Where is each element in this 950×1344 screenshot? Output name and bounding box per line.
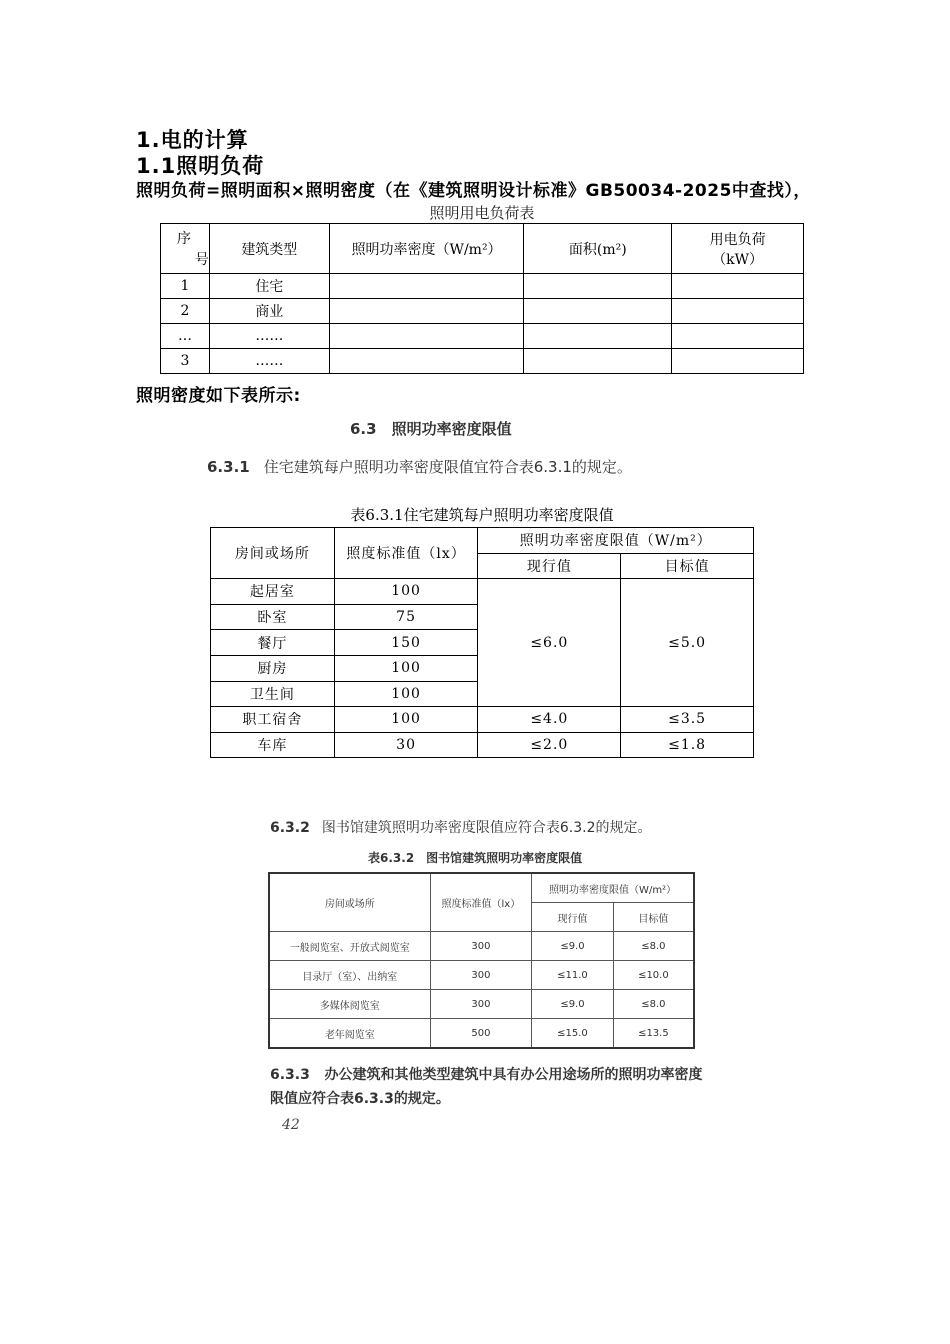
clause-6-3-3 [270,1063,710,1111]
table-row [211,707,754,733]
heading-electric-calc: 1.电的计算 [136,128,249,152]
table-row [161,274,804,299]
table-row [211,732,754,758]
clause-6-3-1-number: 6.3.1 [207,458,250,476]
header-illuminance: 照度标准值（lx） [334,528,478,579]
page-number: 42 [282,1117,300,1133]
cell-illuminance: 300 [430,932,532,961]
cell-current: ≤9.0 [532,990,614,1019]
table-header-row [161,224,804,274]
lighting-load-formula: 照明负荷=照明面积×照明密度（在《建筑照明设计标准》GB50034-2025中查找）， [136,181,811,201]
cell-room: 职工宿舍 [211,707,335,733]
clause-6-3-2-number: 6.3.2 [270,820,310,836]
cell-room: 目录厅（室）、出纳室 [269,961,430,990]
clause-6-3-2-text: 图书馆建筑照明功率密度限值应符合表6.3.2的规定。 [321,820,652,836]
cell-room: 老年阅览室 [269,1019,430,1049]
cell-illuminance: 100 [334,681,478,707]
clause-6-3-2 [270,817,652,837]
header-current-value: 现行值 [478,553,621,579]
cell-room: 一般阅览室、开放式阅览室 [269,932,430,961]
load-table-caption: 照明用电负荷表 [429,204,535,222]
lighting-load-table [160,223,804,374]
header-room: 房间或场所 [211,528,335,579]
cell-density [329,274,524,299]
cell-density [329,324,524,349]
table-row [269,990,694,1019]
header-no-part2: 号 [194,252,209,268]
cell-illuminance: 500 [430,1019,532,1049]
header-lpd-limit: 照明功率密度限值（W/m²） [478,528,754,554]
cell-illuminance: 100 [334,707,478,733]
cell-illuminance: 300 [430,990,532,1019]
cell-illuminance: 75 [334,604,478,630]
cell-illuminance: 100 [334,579,478,605]
clause-6-3-1 [207,456,632,477]
cell-no: 2 [161,299,210,324]
cell-room: 餐厅 [211,630,335,656]
cell-target: ≤13.5 [613,1019,694,1049]
header-power-density: 照明功率密度（W/m²） [329,224,524,274]
cell-room: 卧室 [211,604,335,630]
cell-current: ≤11.0 [532,961,614,990]
cell-load [672,274,804,299]
cell-type: …… [209,324,329,349]
cell-area [524,274,672,299]
cell-current: ≤4.0 [478,707,621,733]
cell-illuminance: 300 [430,961,532,990]
clause-6-3-3-number: 6.3.3 [270,1067,310,1083]
table-header-row [269,873,694,903]
heading-lighting-load: 1.1照明负荷 [136,154,265,178]
cell-room: 起居室 [211,579,335,605]
density-intro-text: 照明密度如下表所示: [136,386,301,406]
cell-area [524,324,672,349]
table-row [161,299,804,324]
header-load [672,224,804,274]
cell-no: 3 [161,349,210,374]
residential-lpd-table [210,527,754,758]
cell-no: 1 [161,274,210,299]
cell-current: ≤9.0 [532,932,614,961]
table-row [269,961,694,990]
cell-room: 卫生间 [211,681,335,707]
clause-6-3-1-text: 住宅建筑每户照明功率密度限值宜符合表6.3.1的规定。 [263,458,632,476]
cell-target: ≤8.0 [613,990,694,1019]
cell-target: ≤1.8 [621,732,754,758]
cell-illuminance: 100 [334,655,478,681]
header-load-line2: （kW） [712,251,764,268]
cell-target: ≤10.0 [613,961,694,990]
table-row [269,1019,694,1049]
cell-density [329,299,524,324]
clause-6-3-3-text: 办公建筑和其他类型建筑中具有办公用途场所的照明功率密度限值应符合表6.3.3的规定。 [270,1067,703,1107]
cell-area [524,299,672,324]
cell-target: ≤3.5 [621,707,754,733]
cell-current: ≤2.0 [478,732,621,758]
cell-illuminance: 30 [334,732,478,758]
header-current-value: 现行值 [532,903,614,932]
table-row [211,579,754,605]
header-room: 房间或场所 [269,873,430,932]
header-no-part1: 序 [177,231,191,247]
cell-merged-current: ≤6.0 [478,579,621,707]
header-illuminance: 照度标准值（lx） [430,873,532,932]
header-target-value: 目标值 [613,903,694,932]
cell-density [329,349,524,374]
cell-target: ≤8.0 [613,932,694,961]
header-area: 面积(m²) [524,224,672,274]
cell-room: 多媒体阅览室 [269,990,430,1019]
cell-type: 住宅 [209,274,329,299]
library-table-caption: 表6.3.2 图书馆建筑照明功率密度限值 [368,851,583,865]
cell-load [672,299,804,324]
residential-table-caption: 表6.3.1住宅建筑每户照明功率密度限值 [350,506,614,524]
cell-room: 车库 [211,732,335,758]
header-no [161,224,210,274]
table-header-row [211,528,754,554]
header-lpd-limit: 照明功率密度限值（W/m²） [532,873,694,903]
cell-load [672,324,804,349]
cell-no: … [161,324,210,349]
library-lpd-table [268,872,695,1049]
header-load-line1: 用电负荷 [709,231,766,248]
table-row [161,349,804,374]
cell-load [672,349,804,374]
cell-type: 商业 [209,299,329,324]
cell-current: ≤15.0 [532,1019,614,1049]
cell-illuminance: 150 [334,630,478,656]
header-target-value: 目标值 [621,553,754,579]
cell-merged-target: ≤5.0 [621,579,754,707]
cell-type: …… [209,349,329,374]
cell-room: 厨房 [211,655,335,681]
cell-area [524,349,672,374]
table-row [269,932,694,961]
header-building-type: 建筑类型 [209,224,329,274]
section-6-3-title: 6.3 照明功率密度限值 [350,420,512,438]
table-row [161,324,804,349]
